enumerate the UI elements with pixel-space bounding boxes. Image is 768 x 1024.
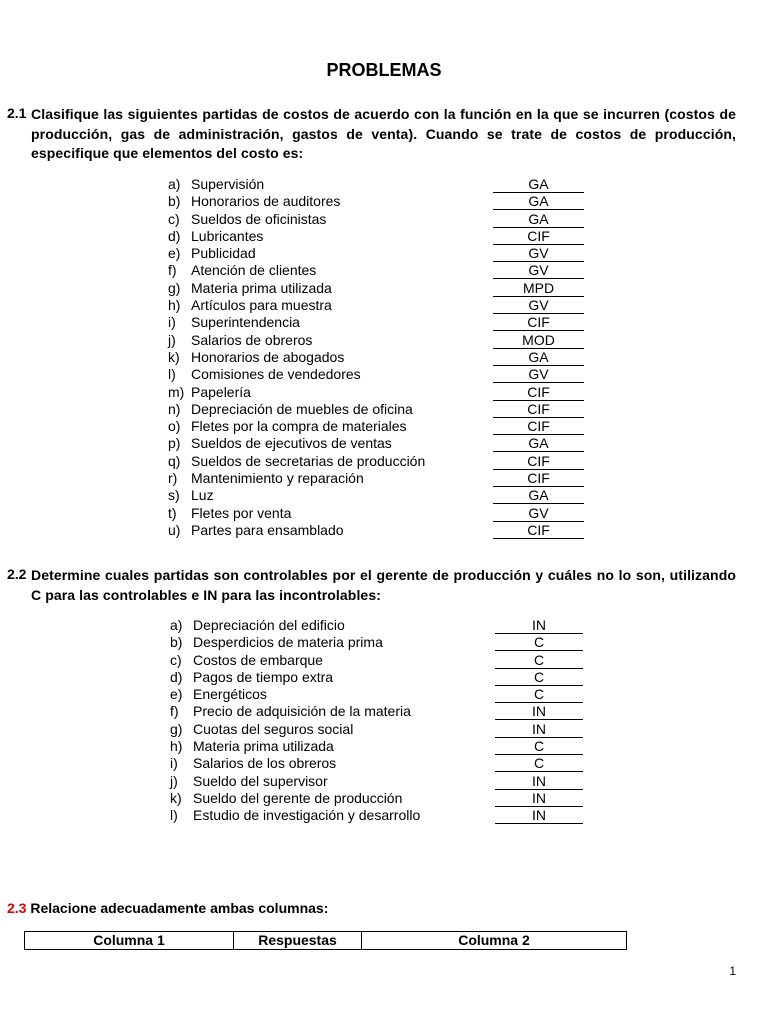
- item-letter: b): [168, 193, 181, 210]
- item-letter: a): [168, 176, 181, 192]
- item-letter: g): [168, 279, 181, 296]
- item-letter: k): [168, 348, 180, 365]
- item-answer: GV: [493, 297, 584, 314]
- item-answer: GA: [493, 193, 584, 210]
- item-letter: s): [168, 487, 180, 504]
- item-text: Luz: [191, 487, 214, 504]
- item-letter: c): [170, 651, 182, 668]
- item-answer: IN: [495, 703, 583, 720]
- item-text: Superintendencia: [191, 314, 300, 331]
- item-text: Sueldos de ejecutivos de ventas: [191, 435, 392, 452]
- item-text: Sueldo del supervisor: [193, 772, 328, 789]
- item-answer: IN: [495, 790, 583, 807]
- item-text: Artículos para muestra: [191, 297, 332, 314]
- item-answer: MOD: [493, 332, 584, 349]
- item-text: Energéticos: [193, 686, 267, 703]
- question-text-2-2: Determine cuales partidas son controlables por el gerente de producción y cuáles no lo son, utilizando C para las controlables e IN para las incontrolables:: [31, 567, 736, 603]
- question-number-2-3: 2.3: [7, 900, 27, 916]
- item-text: Fletes por venta: [191, 504, 292, 521]
- item-letter: l): [170, 807, 178, 824]
- item-text: Depreciación del edificio: [193, 617, 345, 633]
- item-answer: C: [495, 652, 583, 669]
- item-answer: GA: [493, 435, 584, 452]
- question-text-2-1: Clasifique las siguientes partidas de costos de acuerdo con la función en la que se incurren (costos de producción, gas de administración, gastos de venta). Cuando se trate de costos de producción, especifique que elementos del costo es:: [31, 106, 736, 161]
- question-number-2-2: 2.2: [7, 566, 27, 582]
- item-answer: C: [495, 755, 583, 772]
- item-answer: IN: [495, 807, 583, 824]
- item-text: Comisiones de vendedores: [191, 366, 361, 383]
- item-letter: p): [168, 435, 181, 452]
- item-text: Publicidad: [191, 245, 256, 262]
- item-letter: j): [170, 772, 178, 789]
- item-answer: GV: [493, 505, 584, 522]
- item-text: Honorarios de auditores: [191, 193, 341, 210]
- item-letter: t): [168, 504, 177, 521]
- item-text: Estudio de investigación y desarrollo: [193, 807, 421, 824]
- item-letter: r): [168, 470, 178, 487]
- item-text: Partes para ensamblado: [191, 521, 344, 538]
- item-answer: CIF: [493, 453, 584, 470]
- item-answer: C: [495, 669, 583, 686]
- item-answer: IN: [495, 773, 583, 790]
- item-text: Papelería: [191, 383, 251, 400]
- page-number: 1: [729, 964, 736, 978]
- item-letter: k): [170, 789, 182, 806]
- item-text: Lubricantes: [191, 227, 264, 244]
- item-answer: GA: [493, 176, 584, 193]
- item-answer: CIF: [493, 384, 584, 401]
- item-letter: f): [170, 703, 179, 720]
- item-text: Mantenimiento y reparación: [191, 470, 364, 487]
- item-answer: GA: [493, 349, 584, 366]
- item-answer: CIF: [493, 401, 584, 418]
- item-text: Costos de embarque: [193, 651, 323, 668]
- item-answer: CIF: [493, 470, 584, 487]
- item-letter: i): [170, 755, 178, 772]
- item-letter: e): [168, 245, 181, 262]
- item-answer: CIF: [493, 228, 584, 245]
- item-answer: IN: [495, 721, 583, 738]
- column-1-header: Columna 1: [25, 932, 234, 949]
- item-letter: d): [170, 668, 183, 685]
- item-answer: IN: [495, 617, 583, 634]
- item-letter: g): [170, 720, 183, 737]
- item-answer: C: [495, 686, 583, 703]
- item-letter: e): [170, 686, 183, 703]
- item-text: Atención de clientes: [191, 262, 317, 279]
- item-text: Pagos de tiempo extra: [193, 668, 334, 685]
- item-letter: d): [168, 227, 181, 244]
- item-answer: GV: [493, 245, 584, 262]
- item-answer: CIF: [493, 418, 584, 435]
- answers-column-header: Respuestas: [234, 932, 362, 949]
- item-answer: CIF: [493, 522, 584, 539]
- item-answer: GA: [493, 487, 584, 504]
- item-text: Honorarios de abogados: [191, 348, 345, 365]
- item-letter: m): [168, 383, 185, 400]
- item-answer: MPD: [493, 280, 584, 297]
- item-answer: CIF: [493, 314, 584, 331]
- item-letter: q): [168, 452, 181, 469]
- item-answer: C: [495, 738, 583, 755]
- columns-header-table: [24, 931, 627, 950]
- item-answer: C: [495, 634, 583, 651]
- item-letter: n): [168, 400, 181, 417]
- item-text: Cuotas del seguros social: [193, 720, 354, 737]
- column-2-header: Columna 2: [458, 932, 530, 948]
- item-text: Materia prima utilizada: [193, 738, 334, 755]
- page-title: PROBLEMAS: [326, 60, 442, 80]
- question-2-3: [7, 900, 328, 916]
- item-answer: GV: [493, 262, 584, 279]
- item-letter: h): [170, 738, 183, 755]
- question-number-2-1: 2.1: [7, 105, 27, 121]
- item-letter: h): [168, 297, 181, 314]
- item-answer: GA: [493, 211, 584, 228]
- question-text-2-3: Relacione adecuadamente ambas columnas:: [30, 900, 329, 916]
- item-letter: l): [168, 366, 176, 383]
- item-text: Salarios de obreros: [191, 331, 313, 348]
- item-letter: c): [168, 210, 180, 227]
- item-letter: j): [168, 331, 176, 348]
- item-text: Depreciación de muebles de oficina: [191, 400, 413, 417]
- item-text: Salarios de los obreros: [193, 755, 337, 772]
- item-text: Sueldos de secretarias de producción: [191, 452, 426, 469]
- item-text: Materia prima utilizada: [191, 279, 332, 296]
- item-text: Sueldo del gerente de producción: [193, 789, 403, 806]
- item-letter: f): [168, 262, 177, 279]
- item-text: Sueldos de oficinistas: [191, 210, 327, 227]
- item-letter: a): [170, 617, 183, 633]
- item-letter: u): [168, 521, 181, 538]
- item-text: Fletes por la compra de materiales: [191, 418, 407, 435]
- item-letter: b): [170, 634, 183, 651]
- item-letter: i): [168, 314, 176, 331]
- item-text: Desperdicios de materia prima: [193, 634, 383, 651]
- item-text: Precio de adquisición de la materia: [193, 703, 411, 720]
- item-answer: GV: [493, 366, 584, 383]
- item-text: Supervisión: [191, 176, 265, 192]
- item-letter: o): [168, 418, 181, 435]
